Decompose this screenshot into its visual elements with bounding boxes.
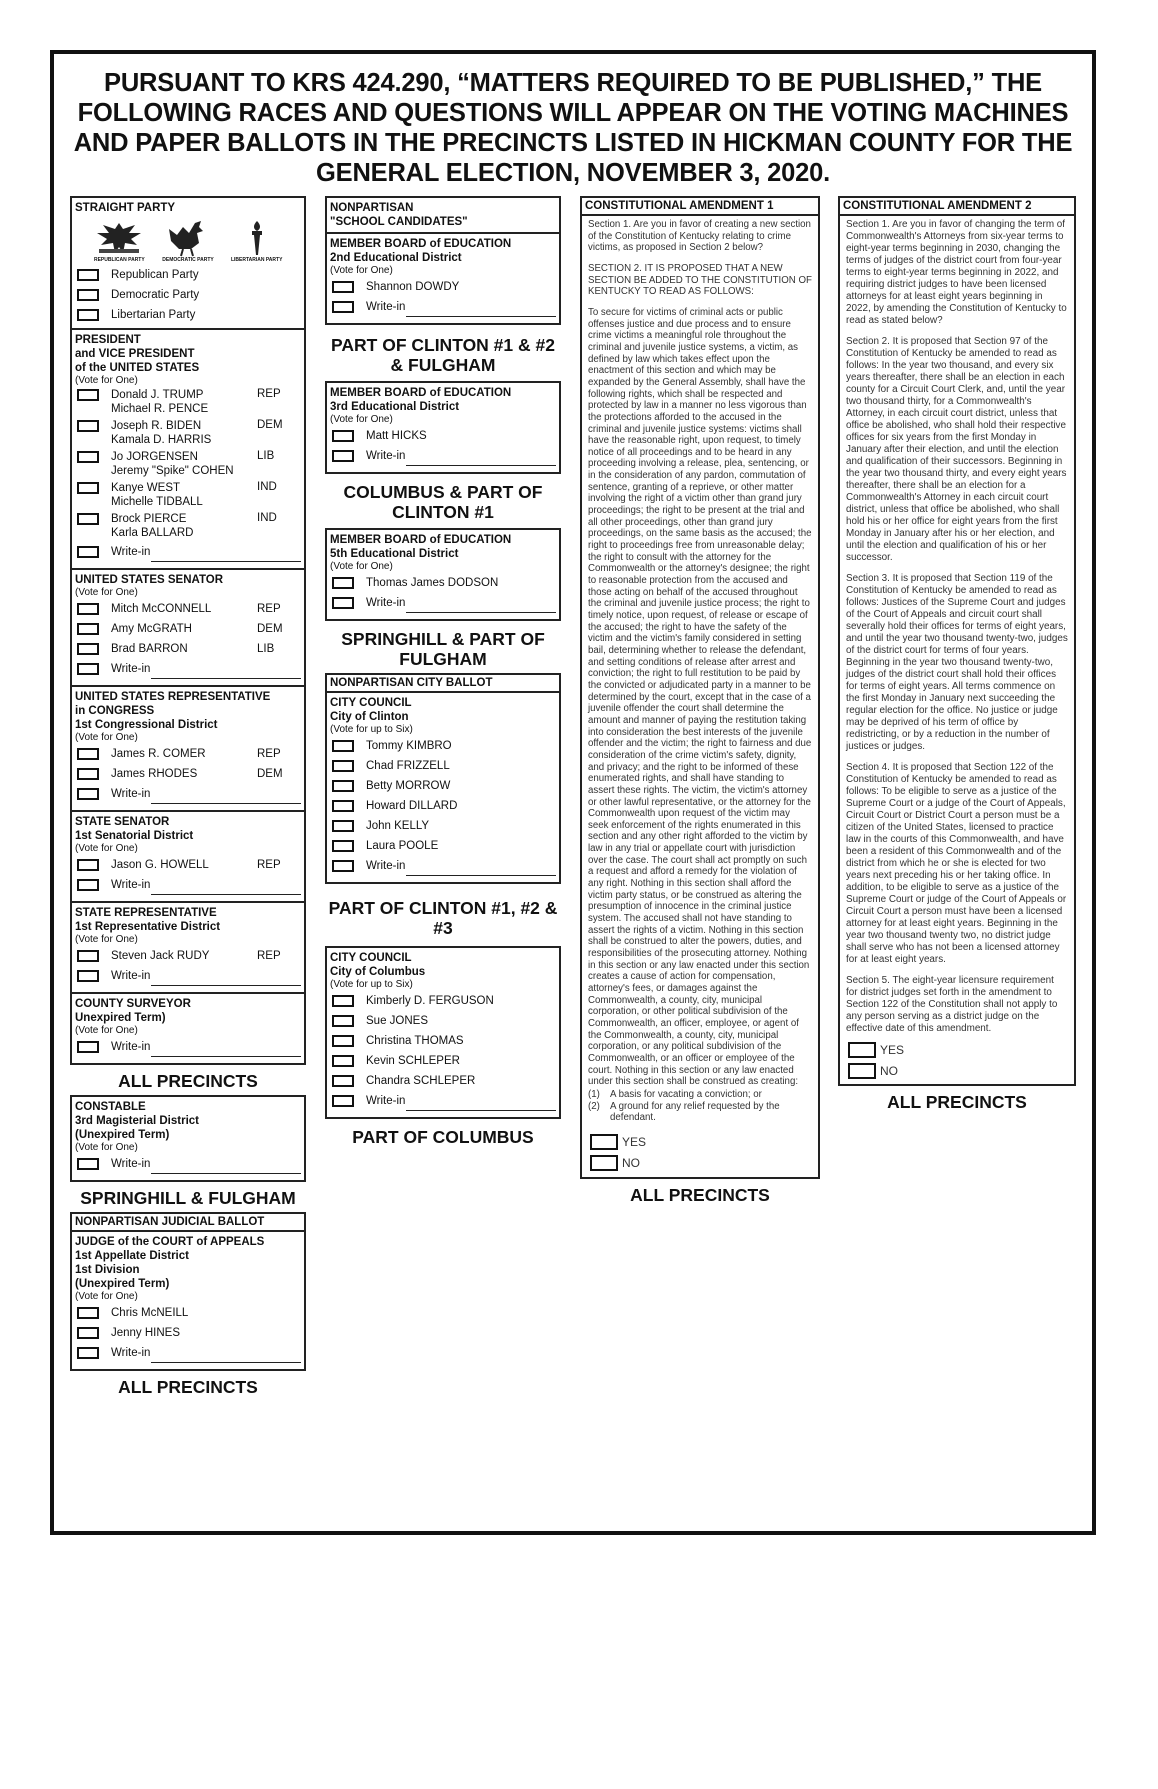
district: 5th Educational District [330, 548, 459, 560]
vote-instruction: (Vote for One) [330, 414, 393, 425]
nonpartisan-header [327, 198, 559, 234]
office-title: CONSTABLE [75, 1101, 146, 1113]
checkbox[interactable] [77, 1158, 99, 1170]
judicial-box [70, 1212, 306, 1371]
district: 2nd Educational District [330, 252, 462, 264]
checkbox[interactable] [332, 281, 354, 293]
state-senator-section [72, 812, 304, 903]
checkbox[interactable] [77, 420, 99, 432]
amendment-paragraph: Section 5. The eight-year licensure requirement for district judges set forth in the amendment to Section 122 of the Constitution shall not apply to any person serving as a district judge on the effective date of this amendment. [846, 975, 1058, 1034]
checkbox[interactable] [332, 1095, 354, 1107]
board-2-section [327, 234, 559, 323]
district: 1st Congressional District [75, 719, 218, 731]
checkbox[interactable] [332, 740, 354, 752]
checkbox[interactable] [590, 1155, 618, 1171]
amendment-title: CONSTITUTIONAL AMENDMENT 1 [582, 198, 818, 216]
checkbox[interactable] [332, 995, 354, 1007]
us-senator-section [72, 570, 304, 687]
amendment-2-text [840, 216, 1074, 1084]
city: City of Clinton [330, 711, 409, 723]
candidate-row[interactable]: Mitch McCONNELL REP [75, 599, 301, 619]
candidate-row[interactable]: Brad BARRON LIB [75, 639, 301, 659]
write-in-row[interactable]: Write-in [75, 966, 301, 986]
amendment-title: CONSTITUTIONAL AMENDMENT 2 [840, 198, 1074, 216]
party-code: LIB [257, 450, 275, 462]
office-title: MEMBER BOARD of EDUCATION [330, 238, 512, 250]
checkbox[interactable] [332, 301, 354, 313]
candidate-row[interactable] [75, 387, 301, 418]
amendment-2-box [838, 196, 1076, 1086]
checkbox[interactable] [332, 800, 354, 812]
write-in-line[interactable] [151, 876, 301, 895]
checkbox[interactable] [77, 309, 99, 321]
checkbox[interactable] [77, 513, 99, 525]
precinct-label: PART OF COLUMBUS [352, 1127, 534, 1147]
no-option[interactable]: NO [588, 1153, 812, 1174]
judge-section [72, 1232, 304, 1369]
write-in-row[interactable]: Write-in [75, 659, 301, 679]
precinct-label: ALL PRECINCTS [630, 1184, 770, 1205]
office-title: JUDGE of the COURT of APPEALS [75, 1236, 265, 1248]
vote-instruction: (Vote for One) [75, 1291, 138, 1302]
term-note: (Unexpired Term) [75, 1278, 170, 1290]
checkbox[interactable] [332, 577, 354, 589]
party-code: IND [257, 512, 277, 524]
school-board-3-box [325, 381, 561, 474]
candidate-row[interactable]: Kimberly D. FERGUSON [330, 991, 556, 1011]
write-in-row[interactable]: Write-in [330, 446, 556, 466]
vote-instruction: (Vote for up to Six) [330, 724, 413, 735]
republican-logo: REPUBLICAN PARTY [85, 219, 154, 263]
checkbox[interactable] [77, 859, 99, 871]
write-in-line[interactable] [406, 447, 556, 466]
checkbox[interactable] [77, 1347, 99, 1359]
column-2 [325, 196, 561, 1147]
vote-instruction: (Vote for One) [75, 843, 138, 854]
candidate-row[interactable]: Thomas James DODSON [330, 573, 556, 593]
president-section [72, 330, 304, 570]
candidate-row[interactable]: Chandra SCHLEPER [330, 1071, 556, 1091]
checkbox[interactable] [332, 760, 354, 772]
checkbox[interactable] [77, 879, 99, 891]
write-in-line[interactable] [151, 1038, 301, 1057]
office-title: STATE REPRESENTATIVE [75, 907, 217, 919]
write-in-line[interactable] [151, 967, 301, 986]
write-in-row[interactable]: Write-in [75, 875, 301, 895]
precinct-label: SPRINGHILL & PART OF FULGHAM [341, 629, 545, 669]
write-in-row[interactable]: Write-in [330, 593, 556, 613]
checkbox[interactable] [77, 603, 99, 615]
vote-instruction: (Vote for up to Six) [330, 979, 413, 990]
party-logos [75, 215, 301, 265]
candidate-row[interactable]: Chris McNEILL [75, 1303, 301, 1323]
party-code: IND [257, 481, 277, 493]
amendment-paragraph: Section 4. It is proposed that Section 122 of the Constitution of Kentucky be amended to read as follows: To be eligible to serve as a justice of the Supreme Court or a judge of the Court of Appeals, Circuit Court or District Court a person must be a citizen of the United States, licensed to practice law in the courts of this Commonwealth, and have been a resident of this Commonwealth and of the district from which he or she is elected for two years next preceding his or her taking office. In addition, to be eligible to serve as a justice of the Supreme Court or judge of the Court of Appeals or Circuit Court a person must have been a licensed attorney for at least eight years. Beginning in the year two thousand twenty two, no district judge shall serve who has not been a licensed attorney for at least eight years. [846, 762, 1067, 965]
ballot-title: NONPARTISAN [330, 202, 414, 214]
precinct-label: SPRINGHILL & FULGHAM [80, 1188, 296, 1208]
amendment-paragraph: SECTION 2. IT IS PROPOSED THAT A NEW SECTION BE ADDED TO THE CONSTITUTION OF KENTUCKY TO READ AS FOLLOWS: [588, 262, 812, 298]
office-title-3: of the UNITED STATES [75, 362, 200, 374]
checkbox[interactable] [332, 780, 354, 792]
board-5-section [327, 530, 559, 619]
checkbox[interactable] [332, 820, 354, 832]
amendment-1-text [582, 216, 818, 1177]
checkbox[interactable] [332, 597, 354, 609]
democratic-logo: DEMOCRATIC PARTY [154, 219, 223, 263]
libertarian-logo: LIBERTARIAN PARTY [222, 219, 291, 263]
columbus-council-box [325, 946, 561, 1119]
office-title: COUNTY SURVEYOR [75, 998, 191, 1010]
checkbox[interactable] [77, 451, 99, 463]
checkbox[interactable] [77, 482, 99, 494]
write-in-row[interactable]: Write-in [330, 1091, 556, 1111]
ballot-subtitle: "SCHOOL CANDIDATES" [330, 216, 468, 228]
candidate-row[interactable]: Tommy KIMBRO [330, 736, 556, 756]
checkbox[interactable] [77, 768, 99, 780]
columbus-council-section [327, 948, 559, 1117]
candidate-row[interactable]: Jason G. HOWELL REP [75, 855, 301, 875]
yes-option[interactable]: YES [588, 1132, 812, 1153]
vote-instruction: (Vote for One) [75, 1025, 138, 1036]
checkbox[interactable] [77, 389, 99, 401]
column-3 [580, 196, 820, 1205]
precinct-label: COLUMBUS & PART OF CLINTON #1 [343, 482, 543, 522]
amendment-list [588, 1089, 812, 1124]
amendment-1-box [580, 196, 820, 1179]
write-in-row[interactable]: Write-in [330, 856, 556, 876]
write-in-line[interactable] [151, 543, 301, 562]
candidate-row[interactable]: Matt HICKS [330, 426, 556, 446]
candidate-row[interactable]: Sue JONES [330, 1011, 556, 1031]
amendment-paragraph: Section 3. It is proposed that Section 119 of the Constitution of Kentucky be amended to read as follows: Justices of the Supreme Court and judges of the Court of Appeals and circuit court shall severally hold their offices for terms of eight years, and until the year two thousand twenty-two, judges of the district court for terms of four years. Beginning in the year two thousand twenty-two, judges of the district court shall hold their offices for terms of eight years. All terms commence on the first Monday in January next succeeding the regular election for the office. No justice or judge may be deprived of his term of office by redistricting, or by a reduction in the number of justices or judges. [846, 573, 1068, 752]
checkbox[interactable] [77, 1327, 99, 1339]
torch-icon [245, 219, 269, 257]
checkbox[interactable] [77, 269, 99, 281]
candidate-row[interactable]: Kevin SCHLEPER [330, 1051, 556, 1071]
checkbox[interactable] [77, 950, 99, 962]
school-board-2-box [325, 196, 561, 325]
write-in-line[interactable] [406, 298, 556, 317]
candidate-row[interactable]: John KELLY [330, 816, 556, 836]
candidate-row[interactable]: Steven Jack RUDY REP [75, 946, 301, 966]
running-mate: Michael R. PENCE [111, 403, 209, 415]
amendment-paragraph: Section 1. Are you in favor of changing the term of Commonwealth's Attorneys from six-year terms to eight-year terms beginning in 2030, changing the terms of judges of the district court from four-year terms to eight-year terms beginning in 2022, and requiring district judges to have been licensed attorneys for at least eight years beginning in 2022, by amending the Constitution of Kentucky to read as stated below? [846, 219, 1067, 326]
write-in-line[interactable] [406, 1092, 556, 1111]
running-mate: Kamala D. HARRIS [111, 434, 212, 446]
precinct-label: PART OF CLINTON #1, #2 & #3 [328, 898, 558, 938]
division: 1st Division [75, 1264, 140, 1276]
precinct-label: ALL PRECINCTS [118, 1377, 258, 1397]
write-in-row[interactable]: Write-in [75, 1154, 301, 1174]
vote-instruction: (Vote for One) [75, 934, 138, 945]
list-item: (2) A ground for any relief requested by the defendant. [588, 1100, 780, 1124]
running-mate: Jeremy "Spike" COHEN [111, 465, 234, 477]
amendment-paragraph: Section 2. It is proposed that Section 97 of the Constitution of Kentucky be amended to read as follows: In the year two thousand, and every six years thereafter, there shall be an election in each county for a Circuit Court Clerk, and, until the year two thousand thirty, for a Commonwealth's Attorney, in each circuit court district, unless that office be abolished, who shall hold their respective offices for six years from the first Monday in January after their election, and until the election and qualification of their successors. Beginning in the year two thousand thirty, and every eight years thereafter, there shall be an election for a Commonwealth's Attorney in each circuit court district, unless that office be abolished, who shall hold his or her office for eight years from the first Monday in January after his or her election, and until the election and qualification of his or her successor. [846, 336, 1067, 563]
party-code: DEM [257, 419, 283, 431]
write-in-row[interactable]: Write-in [75, 1343, 301, 1363]
vote-instruction: (Vote for One) [75, 587, 138, 598]
checkbox[interactable] [332, 1055, 354, 1067]
candidate-row[interactable]: James R. COMER REP [75, 744, 301, 764]
candidate-row[interactable]: Howard DILLARD [330, 796, 556, 816]
write-in-row[interactable]: Write-in [75, 784, 301, 804]
write-in-line[interactable] [151, 660, 301, 679]
vote-instruction: (Vote for One) [330, 561, 393, 572]
straight-libertarian[interactable]: Libertarian Party [75, 305, 301, 325]
clinton-council-section [327, 693, 559, 882]
precinct-label: ALL PRECINCTS [118, 1071, 258, 1091]
district: 1st Representative District [75, 921, 221, 933]
vote-instruction: (Vote for One) [75, 732, 138, 743]
checkbox[interactable] [590, 1134, 618, 1150]
rooster-icon [165, 219, 211, 257]
write-in-line[interactable] [151, 1344, 301, 1363]
candidate-row[interactable] [75, 480, 301, 511]
checkbox[interactable] [332, 1035, 354, 1047]
ballot-title: NONPARTISAN JUDICIAL BALLOT [72, 1214, 304, 1232]
write-in-line[interactable] [151, 1155, 301, 1174]
constable-section [72, 1097, 304, 1180]
column-1 [70, 196, 306, 1397]
office-title: PRESIDENT [75, 334, 141, 346]
candidate-name: Brock PIERCE [111, 513, 187, 525]
district: 1st Appellate District [75, 1250, 189, 1262]
office-title: MEMBER BOARD of EDUCATION [330, 534, 512, 546]
amendment-paragraph: Section 1. Are you in favor of creating a new section of the Constitution of Kentucky relating to crime victims, as proposed in Section 2 below? [588, 219, 811, 254]
candidate-row[interactable] [75, 418, 301, 449]
running-mate: Michelle TIDBALL [111, 496, 203, 508]
candidate-row[interactable]: James RHODES DEM [75, 764, 301, 784]
write-in-row[interactable]: Write-in [330, 297, 556, 317]
checkbox[interactable] [77, 289, 99, 301]
candidate-row[interactable]: Shannon DOWDY [330, 277, 556, 297]
candidate-row[interactable]: Amy McGRATH DEM [75, 619, 301, 639]
checkbox[interactable] [332, 840, 354, 852]
candidate-name: Jo JORGENSEN [111, 451, 198, 463]
straight-democratic[interactable]: Democratic Party [75, 285, 301, 305]
no-option[interactable]: NO [846, 1060, 1068, 1081]
term-note: (Unexpired Term) [75, 1129, 170, 1141]
candidate-row[interactable]: Chad FRIZZELL [330, 756, 556, 776]
term-note: Unexpired Term) [75, 1012, 166, 1024]
headline: PURSUANT TO KRS 424.290, “MATTERS REQUIRED TO BE PUBLISHED,” THE FOLLOWING RACES AND QUESTIONS WILL APPEAR ON THE VOTING MACHINES AND PAPER BALLOTS IN THE PRECINCTS LISTED IN HICKMAN COUNTY FOR THE GENERAL ELECTION, NOVEMBER 3, 2020. [73, 69, 1073, 187]
write-in-line[interactable] [406, 857, 556, 876]
party-code: REP [257, 388, 281, 400]
column-4 [838, 196, 1076, 1112]
checkbox[interactable] [77, 1307, 99, 1319]
amendment-paragraph: To secure for victims of criminal acts or public offenses justice and due process and to ensure crime victims a meaningful role throughout the criminal and juvenile justice systems, a victim, as defined by law which takes effect upon the enactment of this section and which may be expanded by the General Assembly, shall have the following rights, which shall be respected and protected by law in a manner no less vigorous than the protections afforded to the accused in the criminal and juvenile justice systems: victims shall have the reasonable right, upon request, to timely notice of all proceedings and to be heard in any proceeding involving a release, plea, sentencing, or in the consideration of any pardon, commutation of sentence, granting of a reprieve, or other matter involving the right of a victim other than grand jury proceedings; the right to be present at the trial and all other proceedings, other than grand jury proceedings, on the same basis as the accused; the right to proceedings free from unreasonable delay; the right to consult with the attorney for the Commonwealth or the attorney's designee; the right to reasonable protection from the accused and those acting on behalf of the accused throughout the criminal and juvenile justice process; the right to timely notice, upon request, of release or escape of the accused; the right to have the safety of the victim and the victim's family considered in setting bail, determining whether to release the defendant, and setting conditions of release after arrest and conviction; the right to full restitution to be paid by the convicted or adjudicated party in a manner to be determined by the court, except that in the case of a juvenile offender the court shall determine the amount and manner of paying the restitution taking into consideration the best interests of the juvenile offender and the victim; the right to fairness and due consideration of the crime victim's safety, dignity, and privacy; and the right to be informed of these enumerated rights, and shall have standing to assert these rights. The victim, the victim's attorney or other lawful representative, or the attorney for the Commonwealth upon request of the victim may seek enforcement of the rights enumerated in this section and any other right afforded to the victim by law in any trial or appellate court with jurisdiction over the case. The court shall act promptly on such a request and afford a remedy for the violation of any right. Nothing in this section shall afford the victim party status, or be construed as altering the presumption of innocence in the criminal justice system. The accused shall not have standing to assert the rights of a victim. Nothing in this section shall be construed to alter the powers, duties, and responsibilities of the prosecuting attorney. Nothing in this section or any law enacted under this section creates a cause of action for compensation, attorney's fees, or damages against the Commonwealth, a county, city, municipal corporation, or other political subdivision of the Commonwealth, an officer, employee, or agent of the Commonwealth, a county, city, municipal corporation, or any political subdivision of the Commonwealth, or an officer or employee of the court. Nothing in this section or any law enacted under this section shall be construed as creating: [588, 306, 812, 1088]
district: 1st Senatorial District [75, 830, 194, 842]
checkbox[interactable] [332, 1075, 354, 1087]
checkbox[interactable] [77, 788, 99, 800]
federal-ballot-box [70, 196, 306, 1065]
eagle-icon [93, 219, 145, 257]
candidate-name: Kanye WEST [111, 482, 181, 494]
checkbox[interactable] [77, 970, 99, 982]
checkbox[interactable] [332, 860, 354, 872]
board-3-section [327, 383, 559, 472]
office-title: UNITED STATES REPRESENTATIVE [75, 691, 271, 703]
write-in-line[interactable] [151, 785, 301, 804]
write-in-row[interactable]: Write-in [75, 1037, 301, 1057]
candidate-row[interactable]: Christina THOMAS [330, 1031, 556, 1051]
district: 3rd Magisterial District [75, 1115, 199, 1127]
checkbox[interactable] [77, 546, 99, 558]
precinct-label: ALL PRECINCTS [887, 1092, 1027, 1112]
candidate-name: Donald J. TRUMP [111, 389, 204, 401]
city: City of Columbus [330, 966, 426, 978]
write-in-line[interactable] [406, 594, 556, 613]
vote-instruction: (Vote for One) [75, 1142, 138, 1153]
us-representative-section [72, 687, 304, 812]
checkbox[interactable] [77, 748, 99, 760]
checkbox[interactable] [332, 1015, 354, 1027]
checkbox[interactable] [77, 623, 99, 635]
yes-option[interactable]: YES [846, 1039, 1068, 1060]
vote-instruction: (Vote for One) [330, 265, 393, 276]
checkbox[interactable] [848, 1063, 876, 1079]
checkbox[interactable] [77, 663, 99, 675]
vote-instruction: (Vote for One) [75, 375, 138, 386]
write-in-row[interactable]: Write-in [75, 542, 301, 562]
running-mate: Karla BALLARD [111, 527, 194, 539]
office-title: CITY COUNCIL [330, 952, 412, 964]
constable-box [70, 1095, 306, 1182]
candidate-row[interactable]: Betty MORROW [330, 776, 556, 796]
county-surveyor-section [72, 994, 304, 1063]
candidate-row[interactable] [75, 449, 301, 480]
straight-republican[interactable]: Republican Party [75, 265, 301, 285]
straight-party-section [72, 198, 304, 330]
list-item: (1) A basis for vacating a conviction; or [588, 1088, 762, 1100]
precinct-label: PART OF CLINTON #1 & #2 & FULGHAM [331, 335, 555, 375]
school-board-5-box [325, 528, 561, 621]
office-title: STATE SENATOR [75, 816, 170, 828]
office-title: CITY COUNCIL [330, 697, 412, 709]
candidate-row[interactable]: Jenny HINES [75, 1323, 301, 1343]
candidate-row[interactable]: Laura POOLE [330, 836, 556, 856]
checkbox[interactable] [77, 1041, 99, 1053]
district: 3rd Educational District [330, 401, 460, 413]
office-title-2: and VICE PRESIDENT [75, 348, 195, 360]
checkbox[interactable] [77, 643, 99, 655]
checkbox[interactable] [332, 430, 354, 442]
clinton-council-box [325, 673, 561, 884]
candidate-row[interactable] [75, 511, 301, 542]
office-title-2: in CONGRESS [75, 705, 155, 717]
checkbox[interactable] [332, 450, 354, 462]
checkbox[interactable] [848, 1042, 876, 1058]
candidate-name: Joseph R. BIDEN [111, 420, 202, 432]
section-title: STRAIGHT PARTY [75, 202, 176, 214]
office-title: MEMBER BOARD of EDUCATION [330, 387, 512, 399]
ballot-title: NONPARTISAN CITY BALLOT [327, 675, 559, 693]
state-representative-section [72, 903, 304, 994]
office-title: UNITED STATES SENATOR [75, 574, 224, 586]
